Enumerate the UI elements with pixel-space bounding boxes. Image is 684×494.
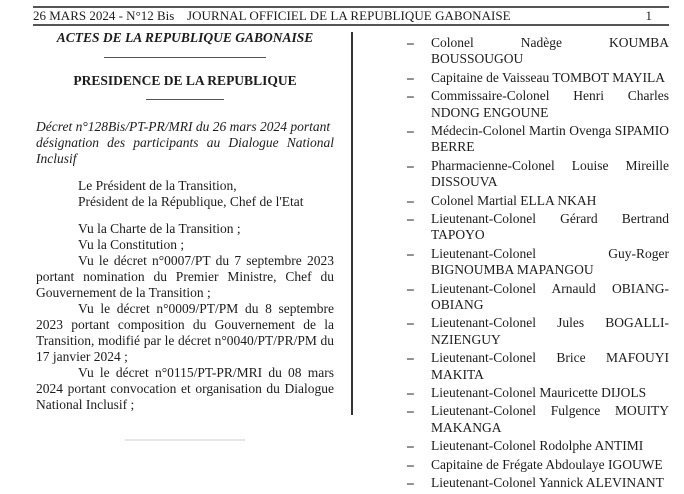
dash-bullet-icon: –: [407, 35, 414, 50]
section-title: ACTES DE LA REPUBLIQUE GABONAISE: [56, 30, 314, 45]
page-number: 1: [645, 8, 652, 23]
president-block: [36, 178, 334, 210]
participant-name: Lieutenant-Colonel Guy-Roger BIGNOUMBA MAPANGOU: [431, 245, 669, 278]
participant-item: [407, 193, 669, 209]
decree-title-line: [36, 151, 334, 167]
dash-bullet-icon: –: [407, 280, 414, 296]
section-rule: [104, 57, 266, 58]
president-line: Président de la République, Chef de l'Etat: [78, 194, 304, 209]
participant-item: [407, 385, 669, 401]
decree-title-text: Inclusif: [36, 151, 77, 166]
dash-bullet-icon: –: [407, 475, 414, 491]
dash-bullet-icon: –: [407, 157, 414, 173]
participant-name: Lieutenant-Colonel Mauricette DIJOLS: [431, 385, 647, 400]
column-divider: [351, 32, 353, 415]
dash-bullet-icon: –: [407, 211, 414, 227]
participant-item: [407, 35, 669, 68]
participant-item: [407, 315, 669, 348]
decree-title-text: désignation des participants au Dialogue National: [36, 135, 334, 150]
decree-title-line: [36, 119, 334, 135]
participant-name: Colonel Nadège KOUMBA BOUSSOUGOU: [431, 35, 669, 67]
participant-name: Lieutenant-Colonel Jules BOGALLI-NZIENGUY: [431, 315, 669, 347]
president-line: Le Président de la Transition,: [78, 178, 237, 193]
participant-name: Capitaine de Frégate Abdoulaye IGOUWE: [431, 456, 663, 472]
participant-name: Lieutenant-Colonel Arnauld OBIANG-OBIANG: [431, 280, 669, 312]
subsection-rule: [146, 99, 224, 100]
participant-item: [407, 70, 669, 86]
visas-block: [36, 221, 334, 413]
subsection-title: PRESIDENCE DE LA REPUBLIQUE: [73, 73, 297, 88]
decree-title-line: [36, 135, 334, 151]
visa-item: Vu le décret n°0115/PT-PR/MRI du 08 mars 2024 portant convocation et organisation du Dialogue National Inclusif ;: [36, 365, 334, 412]
participant-item: [407, 246, 669, 279]
participant-name: Colonel Martial ELLA NKAH: [431, 192, 597, 208]
decree-title-text: Décret n°128Bis/PT-PR/MRI du 26 mars 2024 portant: [36, 119, 331, 134]
faded-rule: [125, 439, 245, 441]
participant-name: Commissaire-Colonel Henri Charles NDONG ENGOUNE: [431, 88, 669, 120]
participant-item: [407, 88, 669, 121]
dash-bullet-icon: –: [407, 456, 414, 472]
dash-bullet-icon: –: [407, 88, 414, 104]
dash-bullet-icon: –: [407, 350, 414, 366]
participant-name: Lieutenant-Colonel Gérard Bertrand TAPOYO: [431, 211, 669, 243]
visa-item: Vu le décret n°0009/PT/PM du 8 septembre 2023 portant composition du Gouvernement de la Transition, modifié par le décret n°0040/PT/PR/PM du 17 janvier 2024 ;: [36, 301, 334, 364]
decree-title: [36, 119, 334, 167]
dash-bullet-icon: –: [407, 192, 414, 208]
participant-item: [407, 403, 669, 436]
dash-bullet-icon: –: [407, 315, 414, 331]
participant-name: Capitaine de Vaisseau TOMBOT MAYILA: [431, 69, 665, 85]
visa-item: Vu le décret n°0007/PT du 7 septembre 2023 portant nomination du Premier Ministre, Chef du Gouvernement de la Transition ;: [36, 253, 334, 300]
participant-item: [407, 158, 669, 191]
visa-item: Vu la Charte de la Transition ;: [78, 221, 241, 236]
participant-name: Pharmacienne-Colonel Louise Mireille DISSOUVA: [431, 157, 669, 190]
visa-item: Vu la Constitution ;: [78, 237, 185, 252]
participant-name: Lieutenant-Colonel Brice MAFOUYI MAKITA: [431, 350, 669, 382]
participants-list: [407, 35, 669, 492]
dash-bullet-icon: –: [407, 385, 414, 400]
dash-bullet-icon: –: [407, 245, 414, 261]
dash-bullet-icon: –: [407, 69, 414, 85]
left-column: [36, 30, 334, 441]
participant-item: [407, 438, 669, 454]
dash-bullet-icon: –: [407, 403, 414, 419]
issue-date: 26 MARS 2024 - N°12 Bis: [33, 8, 175, 23]
participant-item: [407, 211, 669, 244]
dash-bullet-icon: –: [407, 123, 414, 139]
right-column: [407, 35, 669, 494]
participant-item: [407, 123, 669, 156]
page-header: [33, 6, 669, 26]
participant-name: Lieutenant-Colonel Yannick ALEVINANT: [431, 475, 664, 491]
dash-bullet-icon: –: [407, 438, 414, 454]
participant-item: [407, 457, 669, 473]
participant-name: Lieutenant-Colonel Fulgence MOUITY MAKANGA: [431, 403, 669, 435]
participant-item: [407, 281, 669, 314]
participant-item: [407, 350, 669, 383]
participant-item: [407, 475, 669, 491]
journal-title: JOURNAL OFFICIEL DE LA REPUBLIQUE GABONAISE: [187, 8, 511, 23]
participant-name: Médecin-Colonel Martin Ovenga SIPAMIO BERRE: [431, 123, 669, 155]
participant-name: Lieutenant-Colonel Rodolphe ANTIMI: [431, 438, 644, 454]
